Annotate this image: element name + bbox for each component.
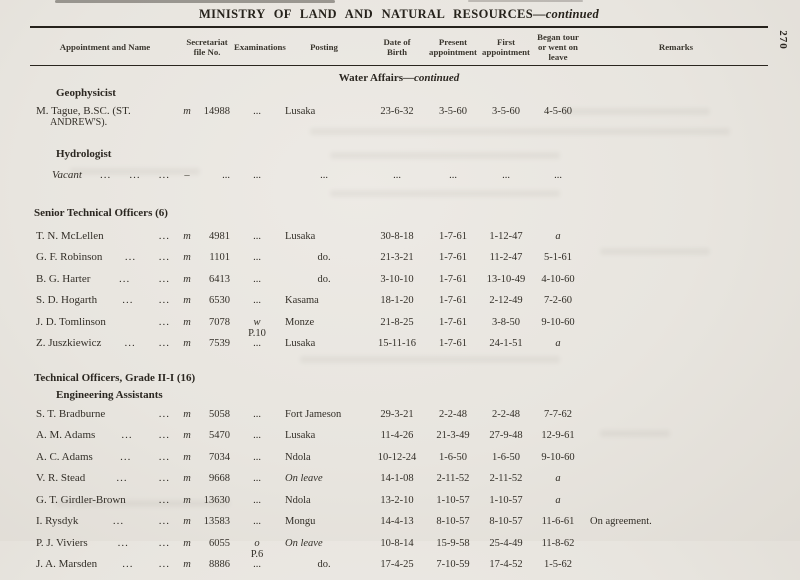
marital-status: m xyxy=(183,230,191,242)
dot-leader: ... xyxy=(158,536,170,549)
name-line xyxy=(36,472,170,484)
officer-name: S. D. Hogarth xyxy=(36,294,98,306)
date-of-birth: 10-12-24 xyxy=(377,451,417,463)
page-title-continued: —continued xyxy=(533,7,600,21)
officer-name-line2: ANDREW'S). xyxy=(50,117,108,128)
marital-status: – xyxy=(184,170,190,181)
date-of-birth: 10-8-14 xyxy=(380,537,414,549)
present-appointment-date: 1-6-50 xyxy=(439,451,467,463)
table-row xyxy=(30,105,768,133)
dot-leader: ... xyxy=(117,536,129,549)
posting-cell: Lusaka xyxy=(285,338,316,349)
column-header-secretariat xyxy=(180,37,234,57)
table-row xyxy=(30,169,768,191)
present-appointment-date: ... xyxy=(449,170,457,181)
dot-leader: ... xyxy=(118,272,131,285)
exam-value: ... xyxy=(253,451,261,463)
present-appointment-date: 1-7-61 xyxy=(439,295,467,306)
posting-cell: Kasama xyxy=(285,295,319,306)
present-appointment-date: 1-10-57 xyxy=(436,494,470,506)
name-cell xyxy=(30,451,180,463)
first-appointment-date: 2-11-52 xyxy=(489,473,523,484)
table-row xyxy=(30,408,768,430)
began-tour-date: 12-9-61 xyxy=(541,430,575,441)
first-appointment-date: 27-9-48 xyxy=(489,430,523,441)
name-line xyxy=(36,451,170,463)
began-tour-date: a xyxy=(555,230,561,242)
posting-cell: Lusaka xyxy=(285,106,316,117)
exam-value: ... xyxy=(253,170,261,181)
group-heading: Technical Officers, Grade II-I (16) xyxy=(34,371,196,384)
secretariat-file-no: 5058 xyxy=(209,408,230,420)
dot-leader: ... xyxy=(116,472,128,484)
secretariat-file-no: 6413 xyxy=(209,273,230,285)
posting-cell: Monze xyxy=(285,316,315,328)
present-appointment-date: 1-7-61 xyxy=(439,273,467,285)
table-row xyxy=(30,472,768,494)
posting-cell: do. xyxy=(317,252,331,263)
marital-status: m xyxy=(183,494,191,506)
name-cell xyxy=(30,408,180,420)
present-appointment-date: 1-7-61 xyxy=(439,230,467,242)
officer-name: P. J. Viviers xyxy=(36,536,88,549)
secretariat-file-no: 4981 xyxy=(209,230,230,242)
exam-prefix: o xyxy=(254,537,260,549)
table-row xyxy=(30,251,768,273)
dot-leader: ... xyxy=(158,229,170,242)
column-header-line: Birth xyxy=(386,47,408,57)
exam-prefix: w xyxy=(253,316,261,328)
table-header-row xyxy=(30,28,768,66)
examinations-cell xyxy=(234,252,280,263)
present-appointment-date: 21-3-49 xyxy=(436,430,470,441)
name-cell xyxy=(30,537,180,549)
posting-cell: Ndola xyxy=(285,451,311,463)
first-appointment-date: 1-6-50 xyxy=(492,451,520,463)
dot-leader: ... xyxy=(158,272,170,285)
table-row xyxy=(30,494,768,516)
column-header-line: Remarks xyxy=(658,42,694,52)
dot-leader: ... xyxy=(158,558,170,570)
secretariat-file-no: 7034 xyxy=(209,451,230,463)
officer-name: I. Rysdyk xyxy=(36,515,79,527)
posting-cell: Fort Jameson xyxy=(285,408,342,420)
table-row xyxy=(30,515,768,537)
remarks-cell: On agreement. xyxy=(590,516,652,527)
column-header-present xyxy=(426,37,480,57)
dot-leader: ... xyxy=(158,294,170,306)
marital-status: m xyxy=(183,516,191,527)
name-line xyxy=(36,515,170,527)
exam-value: ... xyxy=(253,408,261,420)
exam-value: ... xyxy=(253,494,261,506)
name-cell xyxy=(30,337,180,349)
exam-value: ... xyxy=(253,338,261,349)
column-header-line: Date of xyxy=(383,37,411,47)
exam-value: ... xyxy=(253,252,261,263)
marital-status: m xyxy=(183,559,191,570)
marital-status: m xyxy=(183,338,191,349)
first-appointment-date: 3-8-50 xyxy=(492,316,520,328)
examinations-cell xyxy=(234,409,280,420)
officer-name: S. T. Bradburne xyxy=(36,407,106,420)
began-tour-date: a xyxy=(555,338,561,349)
secretariat-file-no: 13630 xyxy=(203,494,230,506)
dot-leader: ... xyxy=(124,251,137,263)
name-line xyxy=(36,294,170,306)
secretariat-file-no: 14988 xyxy=(203,106,230,117)
officer-name: V. R. Stead xyxy=(36,472,86,484)
date-of-birth: 11-4-26 xyxy=(380,430,414,441)
date-of-birth: 14-1-08 xyxy=(380,473,414,484)
secretariat-file-no: 6530 xyxy=(209,295,230,306)
column-header-first xyxy=(480,37,532,57)
column-header-line: Secretariat xyxy=(186,37,228,47)
date-of-birth: 21-8-25 xyxy=(380,316,414,328)
column-header-line: appointment xyxy=(429,47,477,57)
posting-cell: On leave xyxy=(285,473,323,484)
first-appointment-date: 8-10-57 xyxy=(489,516,523,527)
name-cell xyxy=(30,230,180,242)
marital-status: m xyxy=(183,252,191,263)
secretariat-file-no: 8886 xyxy=(209,559,230,570)
present-appointment-date: 8-10-57 xyxy=(436,516,470,527)
date-of-birth: 17-4-25 xyxy=(380,559,414,570)
began-tour-date: a xyxy=(555,494,561,506)
began-tour-date: 9-10-60 xyxy=(541,316,575,328)
date-of-birth: 15-11-16 xyxy=(377,338,417,349)
group-subheading: Engineering Assistants xyxy=(56,388,163,401)
secretariat-file-no: 6055 xyxy=(209,537,230,549)
examinations-cell xyxy=(234,274,280,285)
first-appointment-date: 13-10-49 xyxy=(486,273,526,285)
exam-value: ... xyxy=(253,230,261,242)
first-appointment-date: 3-5-60 xyxy=(492,106,520,117)
marital-status: m xyxy=(183,295,191,306)
name-cell xyxy=(30,472,180,484)
date-of-birth: ... xyxy=(393,170,401,181)
dot-leader: ... xyxy=(124,337,136,349)
column-header-line: Appointment and Name xyxy=(59,42,151,52)
column-header-line: Examinations xyxy=(234,42,286,52)
present-appointment-date: 1-7-61 xyxy=(439,316,467,328)
examinations-cell xyxy=(234,516,280,527)
posting-cell: Ndola xyxy=(285,494,311,506)
date-of-birth: 30-8-18 xyxy=(380,230,414,242)
name-cell xyxy=(30,558,180,570)
examinations-cell xyxy=(234,231,280,242)
examinations-cell xyxy=(234,338,280,349)
exam-value: ... xyxy=(253,473,261,484)
posting-cell: Lusaka xyxy=(285,230,316,242)
page-number: 270 xyxy=(776,30,789,50)
name-cell xyxy=(30,515,180,527)
column-header-line: Began tour xyxy=(537,32,579,42)
secretariat-file-no: 5470 xyxy=(209,430,230,441)
officer-name: Z. Juszkiewicz xyxy=(36,337,102,349)
officer-name: A. C. Adams xyxy=(36,450,93,463)
section-heading xyxy=(30,72,768,84)
table-body xyxy=(30,87,768,580)
dot-leader: ... xyxy=(100,169,112,181)
dot-leader: ... xyxy=(122,558,134,570)
began-tour-date: 4-10-60 xyxy=(541,273,575,285)
secretariat-file-no: ... xyxy=(222,170,230,181)
page-title-text: MINISTRY OF LAND AND NATURAL RESOURCES xyxy=(198,7,534,21)
dot-leader: ... xyxy=(129,169,141,181)
began-tour-date: 5-1-61 xyxy=(544,252,572,263)
table-row xyxy=(30,230,768,252)
examinations-cell xyxy=(234,452,280,463)
marital-status: m xyxy=(183,273,191,285)
name-line xyxy=(36,337,170,349)
name-line xyxy=(36,558,170,570)
table-row xyxy=(30,337,768,359)
first-appointment-date: 1-12-47 xyxy=(489,230,523,242)
marital-status: m xyxy=(183,537,191,549)
marital-status: m xyxy=(183,316,191,328)
dot-leader: ... xyxy=(158,515,170,527)
marital-status: m xyxy=(183,430,191,441)
group-heading: Geophysicist xyxy=(56,87,116,99)
posting-cell: Lusaka xyxy=(285,430,316,441)
first-appointment-date: 2-2-48 xyxy=(492,408,520,420)
dot-leader: ... xyxy=(158,407,170,420)
posting-cell: do. xyxy=(317,273,331,285)
name-line xyxy=(36,429,170,441)
table-row xyxy=(30,558,768,580)
column-header-line: leave xyxy=(548,52,568,62)
exam-value: ... xyxy=(253,516,261,527)
dot-leader: ... xyxy=(121,429,133,441)
name-cell xyxy=(30,273,180,285)
name-cell xyxy=(30,105,180,128)
name-cell xyxy=(30,294,180,306)
group-heading: Senior Technical Officers (6) xyxy=(34,206,168,219)
officer-name: G. F. Robinson xyxy=(36,251,103,263)
exam-value: P.6 xyxy=(250,548,264,560)
examinations-cell xyxy=(234,295,280,306)
date-of-birth: 23-6-32 xyxy=(380,106,414,117)
examinations-cell xyxy=(234,495,280,506)
column-header-line: Posting xyxy=(310,42,338,52)
present-appointment-date: 2-2-48 xyxy=(439,408,467,420)
table-row xyxy=(30,294,768,316)
column-header-line: or went on xyxy=(538,42,578,52)
name-line xyxy=(36,316,170,328)
column-header-line: appointment xyxy=(482,47,530,57)
dot-leader: ... xyxy=(112,515,125,527)
group-heading: Hydrologist xyxy=(56,148,112,160)
began-tour-date: 4-5-60 xyxy=(544,106,572,117)
date-of-birth: 18-1-20 xyxy=(380,295,414,306)
dot-leader: ... xyxy=(158,450,170,463)
began-tour-date: 11-6-61 xyxy=(541,516,575,527)
first-appointment-date: 24-1-51 xyxy=(489,338,523,349)
table-row xyxy=(30,451,768,473)
name-line xyxy=(36,494,170,506)
examinations-cell xyxy=(234,106,280,117)
officer-name: Vacant xyxy=(52,169,82,181)
officer-name: G. T. Girdler-Brown xyxy=(36,493,126,506)
dot-leader: ... xyxy=(158,429,170,441)
posting-cell: do. xyxy=(317,559,331,570)
column-header-remarks xyxy=(584,42,768,52)
secretariat-file-no: 9668 xyxy=(209,473,230,484)
secretariat-file-no: 7078 xyxy=(209,316,230,328)
marital-status: m xyxy=(183,106,191,117)
name-cell xyxy=(30,494,180,506)
secretariat-file-no: 13583 xyxy=(203,516,230,527)
began-tour-date: 7-7-62 xyxy=(544,408,572,420)
page-title xyxy=(30,7,768,28)
date-of-birth: 3-10-10 xyxy=(380,273,414,285)
exam-value: ... xyxy=(253,430,261,441)
name-line xyxy=(36,230,170,242)
column-header-line: First xyxy=(496,37,516,47)
column-header-dob xyxy=(368,37,426,57)
secretariat-file-no: 7539 xyxy=(209,338,230,349)
table-row xyxy=(30,316,768,338)
present-appointment-date: 3-5-60 xyxy=(439,106,467,117)
section-heading-text: Water Affairs xyxy=(338,72,404,84)
date-of-birth: 13-2-10 xyxy=(380,494,414,506)
posting-cell: ... xyxy=(320,170,328,181)
officer-name: T. N. McLellen xyxy=(36,229,104,242)
examinations-cell xyxy=(234,317,280,339)
officer-name: A. M. Adams xyxy=(36,429,96,441)
posting-cell: Mongu xyxy=(285,516,316,527)
present-appointment-date: 2-11-52 xyxy=(436,473,470,484)
table-sheet xyxy=(30,0,768,580)
began-tour-date: 1-5-62 xyxy=(544,559,572,570)
column-header-name xyxy=(30,42,180,52)
dot-leader: ... xyxy=(158,493,170,506)
exam-value: P.10 xyxy=(248,327,266,339)
exam-value: ... xyxy=(253,295,261,306)
name-line xyxy=(36,105,170,117)
marital-status: m xyxy=(183,451,191,463)
name-line xyxy=(36,408,170,420)
began-tour-date: 9-10-60 xyxy=(541,451,575,463)
marital-status: m xyxy=(183,408,191,420)
name-line xyxy=(36,251,170,263)
exam-value: ... xyxy=(253,273,261,285)
officer-name: J. A. Marsden xyxy=(36,558,98,570)
table-row xyxy=(30,537,768,559)
marital-status: m xyxy=(183,473,191,484)
name-line xyxy=(36,537,170,549)
column-header-began xyxy=(532,32,584,62)
first-appointment-date: ... xyxy=(502,170,510,181)
officer-name: M. Tague, B.SC. (ST. xyxy=(36,105,131,117)
officer-name: B. G. Harter xyxy=(36,272,91,285)
date-of-birth: 29-3-21 xyxy=(380,408,414,420)
column-header-line: Present xyxy=(438,37,468,47)
column-header-line: file No. xyxy=(193,47,221,57)
column-header-posting xyxy=(280,42,368,52)
first-appointment-date: 17-4-52 xyxy=(489,559,523,570)
began-tour-date: a xyxy=(555,473,561,484)
first-appointment-date: 1-10-57 xyxy=(489,494,523,506)
dot-leader: ... xyxy=(122,294,134,306)
table-row xyxy=(30,429,768,451)
examinations-cell xyxy=(234,170,280,181)
first-appointment-date: 2-12-49 xyxy=(489,295,523,306)
section-heading-continued: —continued xyxy=(403,72,460,84)
dot-leader: ... xyxy=(158,251,170,263)
dot-leader: ... xyxy=(158,315,170,328)
present-appointment-date: 1-7-61 xyxy=(439,338,467,349)
name-cell xyxy=(30,316,180,328)
posting-cell: On leave xyxy=(285,537,323,549)
present-appointment-date: 7-10-59 xyxy=(436,559,470,570)
secretariat-file-no: 1101 xyxy=(209,252,230,263)
name-cell xyxy=(30,429,180,441)
examinations-cell xyxy=(234,430,280,441)
dot-leader: ... xyxy=(158,169,170,181)
dot-leader: ... xyxy=(120,450,132,463)
present-appointment-date: 15-9-58 xyxy=(436,537,470,549)
table-row xyxy=(30,273,768,295)
name-cell xyxy=(30,169,180,181)
exam-value: ... xyxy=(253,106,261,117)
first-appointment-date: 11-2-47 xyxy=(489,252,523,263)
date-of-birth: 14-4-13 xyxy=(380,516,414,527)
examinations-cell xyxy=(234,559,280,570)
dot-leader: ... xyxy=(158,337,170,349)
date-of-birth: 21-3-21 xyxy=(380,252,414,263)
name-line xyxy=(36,273,170,285)
began-tour-date: ... xyxy=(554,170,562,181)
dot-leader: ... xyxy=(158,472,170,484)
present-appointment-date: 1-7-61 xyxy=(439,252,467,263)
officer-name: J. D. Tomlinson xyxy=(36,315,106,328)
began-tour-date: 7-2-60 xyxy=(544,295,572,306)
name-cell xyxy=(30,251,180,263)
name-line xyxy=(36,169,170,181)
first-appointment-date: 25-4-49 xyxy=(489,537,523,549)
began-tour-date: 11-8-62 xyxy=(541,537,575,549)
exam-value: ... xyxy=(253,559,261,570)
examinations-cell xyxy=(234,473,280,484)
column-header-examinations xyxy=(234,42,286,52)
